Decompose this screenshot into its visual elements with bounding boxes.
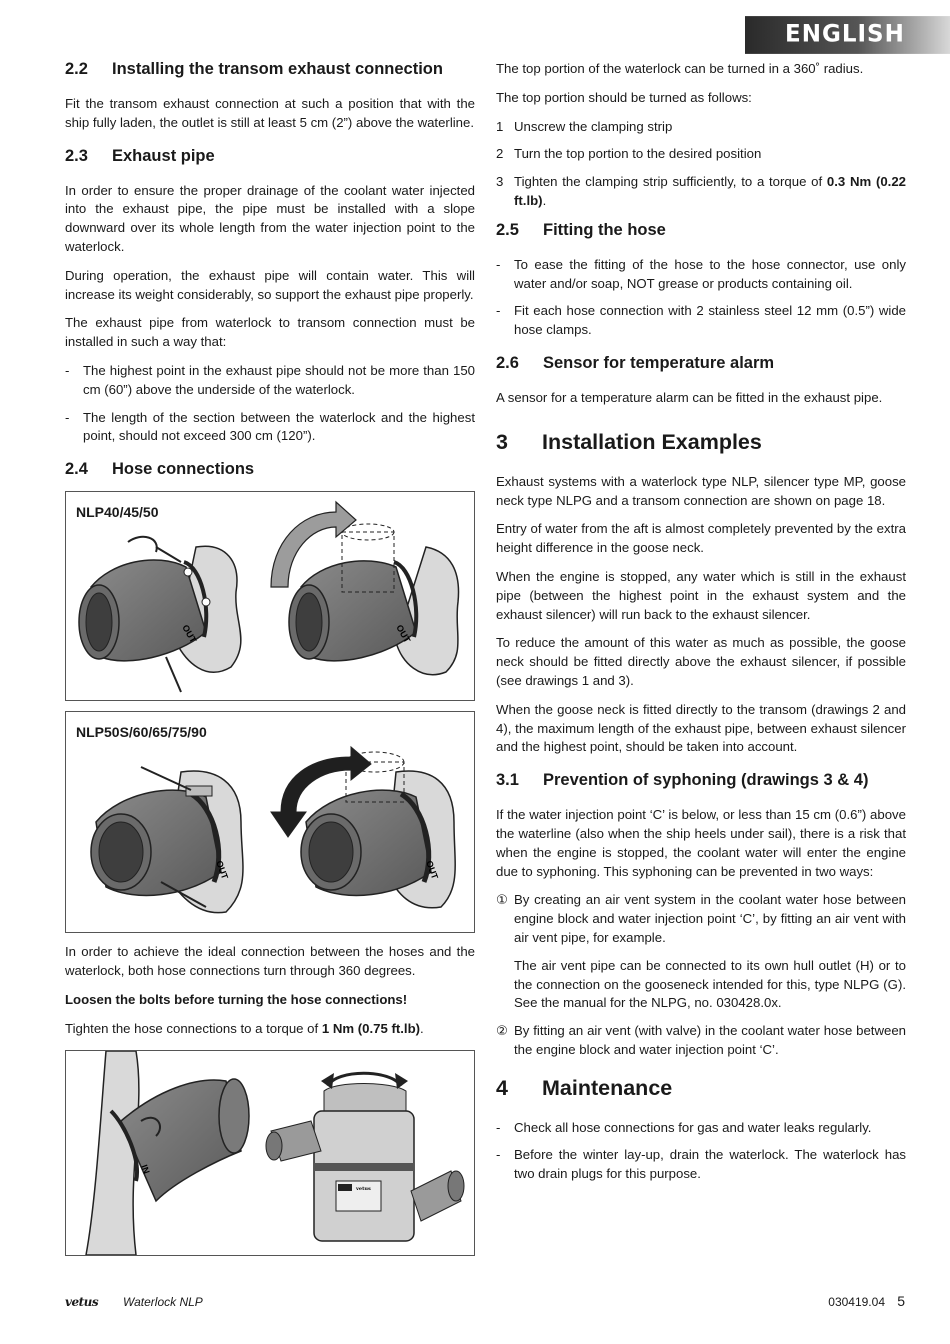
- waterlock-drawing: [66, 1051, 474, 1255]
- section-3: [496, 430, 906, 757]
- section-heading: 2.5 Fitting the hose: [496, 220, 666, 239]
- rotate-arrow-icon: [128, 537, 157, 552]
- left-column: [65, 60, 475, 1270]
- list-item: - Check all hose connections for gas and water leaks regularly.: [496, 1119, 872, 1135]
- section-2-3: [65, 147, 475, 447]
- list-item: ② By fitting an air vent (with valve) in the coolant water hose between the engine block and water injection point ‘C’.: [496, 1023, 906, 1057]
- list-item: 1 Unscrew the clamping strip: [496, 118, 673, 134]
- figure-label: NLP40/45/50: [76, 504, 159, 521]
- section-3-1: [496, 771, 906, 1060]
- paragraph: When the goose neck is fitted directly to the transom (drawings 2 and 4), the maximum length of the exhaust pipe, between exhaust silencer and the highest point, should be taken into account.: [496, 701, 906, 755]
- section-2-4: [65, 460, 475, 1256]
- svg-text:OUT: OUT: [424, 859, 441, 881]
- list-item: 3 Tighten the clamping strip sufficiently, to a torque of 0.3 Nm (0.22 ft.lb).: [496, 174, 907, 208]
- figure-label: NLP50S/60/65/75/90: [76, 724, 207, 741]
- list-item: - The length of the section between the waterlock and the highest point, should not exceed 300 cm (120”).: [65, 409, 475, 444]
- document-title: Waterlock NLP: [123, 1295, 203, 1309]
- section-2-2: [65, 60, 475, 133]
- section-heading: 2.2 Installing the transom exhaust connection: [65, 60, 443, 78]
- paragraph: The top portion should be turned as follows:: [496, 89, 752, 105]
- language-tab: ENGLISH: [745, 16, 950, 54]
- section-heading: 2.4 Hose connections: [65, 460, 255, 479]
- chapter-heading: 4 Maintenance: [496, 1075, 673, 1100]
- section-2-6: [496, 354, 906, 408]
- figure-turning-top: [65, 1050, 475, 1256]
- document-code: 030419.04: [828, 1295, 885, 1309]
- right-column: [496, 60, 906, 1198]
- paragraph: To reduce the amount of this water as much as possible, the goose neck should be fitted directly above the exhaust silencer, if possible (see drawings 1 and 3).: [496, 635, 906, 688]
- list-item: - To ease the fitting of the hose to the hose connector, use only water and/or soap, NOT grease or products containing oil.: [496, 256, 906, 291]
- paragraph: When the engine is stopped, any water which is still in the exhaust pipe (between the highest point in the exhaust system and the exhaust silencer) will run back to the exhaust silencer.: [496, 568, 906, 622]
- section-4: [496, 1076, 906, 1184]
- section-heading: 2.6 Sensor for temperature alarm: [496, 353, 775, 372]
- brand-plate: vetus: [356, 1186, 371, 1193]
- paragraph: The exhaust pipe from waterlock to transom connection must be installed in such a way that:: [65, 315, 475, 350]
- figure-nlp40: [65, 491, 475, 701]
- paragraph: The top portion of the waterlock can be turned in a 360˚ radius.: [496, 61, 864, 76]
- waterlock-body: [314, 1111, 414, 1241]
- list-item: 2 Turn the top portion to the desired position: [496, 146, 762, 162]
- page-number: 5: [897, 1293, 905, 1309]
- list-item: ① By creating an air vent system in the coolant water hose between engine block and water injection point ‘C’, by fitting an air vent with air vent pipe, for example. The air vent pipe can be connected to its own hull outlet (H) or to the connection on the gooseneck intended for this, type NLPG (G). See the manual for the NLPG, no. 030428.0x.: [496, 892, 906, 1011]
- page-footer: [65, 1294, 905, 1312]
- paragraph: Fit the transom exhaust connection at such a position that with the ship fully laden, the outlet is still at least 5 cm (2”) above the waterline.: [65, 96, 475, 130]
- warning-text: Loosen the bolts before turning the hose connections!: [65, 991, 408, 1007]
- list-item: - The highest point in the exhaust pipe should not be more than 150 cm (60”) above the underside of the waterlock.: [65, 362, 475, 397]
- section-2-5: [496, 221, 906, 340]
- svg-text:OUT: OUT: [394, 623, 413, 645]
- paragraph: A sensor for a temperature alarm can be fitted in the exhaust pipe.: [496, 389, 883, 405]
- list-item: - Fit each hose connection with 2 stainless steel 12 mm (0.5”) wide hose clamps.: [496, 303, 906, 338]
- section-heading: 3.1 Prevention of syphoning (drawings 3 & 4): [496, 771, 869, 790]
- numbered-steps: [496, 118, 906, 211]
- paragraph: If the water injection point ‘C’ is below, or less than 15 cm (0.6”) above the waterline (also when the ship heels under sail), there is a risk that when the engine is stopped, the coolant water will enter the engine due to syphoning. This syphoning can be prevented in two ways:: [496, 807, 906, 879]
- figure-nlp50s: [65, 711, 475, 933]
- bullet-list: [65, 362, 475, 446]
- chapter-heading: 3 Installation Examples: [496, 429, 762, 454]
- hose-connection-drawing-large: [66, 712, 474, 932]
- in-label: IN: [139, 1163, 152, 1176]
- paragraph: During operation, the exhaust pipe will contain water. This will increase its weight considerably, so support the exhaust pipe properly.: [65, 267, 475, 302]
- paragraph: Tighten the hose connections to a torque of 1 Nm (0.75 ft.lb).: [65, 1020, 424, 1036]
- paragraph: Entry of water from the aft is almost completely prevented by the extra height difference in the goose neck.: [496, 521, 906, 556]
- list-item: - Before the winter lay-up, drain the waterlock. The waterlock has two drain plugs for this purpose.: [496, 1147, 906, 1182]
- paragraph: In order to ensure the proper drainage of the coolant water injected into the exhaust pipe, the pipe must be installed with a slope downward over its whole length from the water injection point to the waterlock.: [65, 182, 475, 254]
- svg-text:OUT: OUT: [214, 859, 231, 881]
- out-label: OUT: [180, 623, 199, 645]
- paragraph: Exhaust systems with a waterlock type NLP, silencer type MP, goose neck type NLPG and a transom connection are shown on page 18.: [496, 473, 906, 508]
- section-heading: 2.3 Exhaust pipe: [65, 146, 215, 165]
- brand-logo: vetus: [65, 1295, 99, 1309]
- hose-connection-drawing: [66, 492, 474, 700]
- paragraph: In order to achieve the ideal connection between the hoses and the waterlock, both hose connections turn through 360 degrees.: [65, 944, 475, 978]
